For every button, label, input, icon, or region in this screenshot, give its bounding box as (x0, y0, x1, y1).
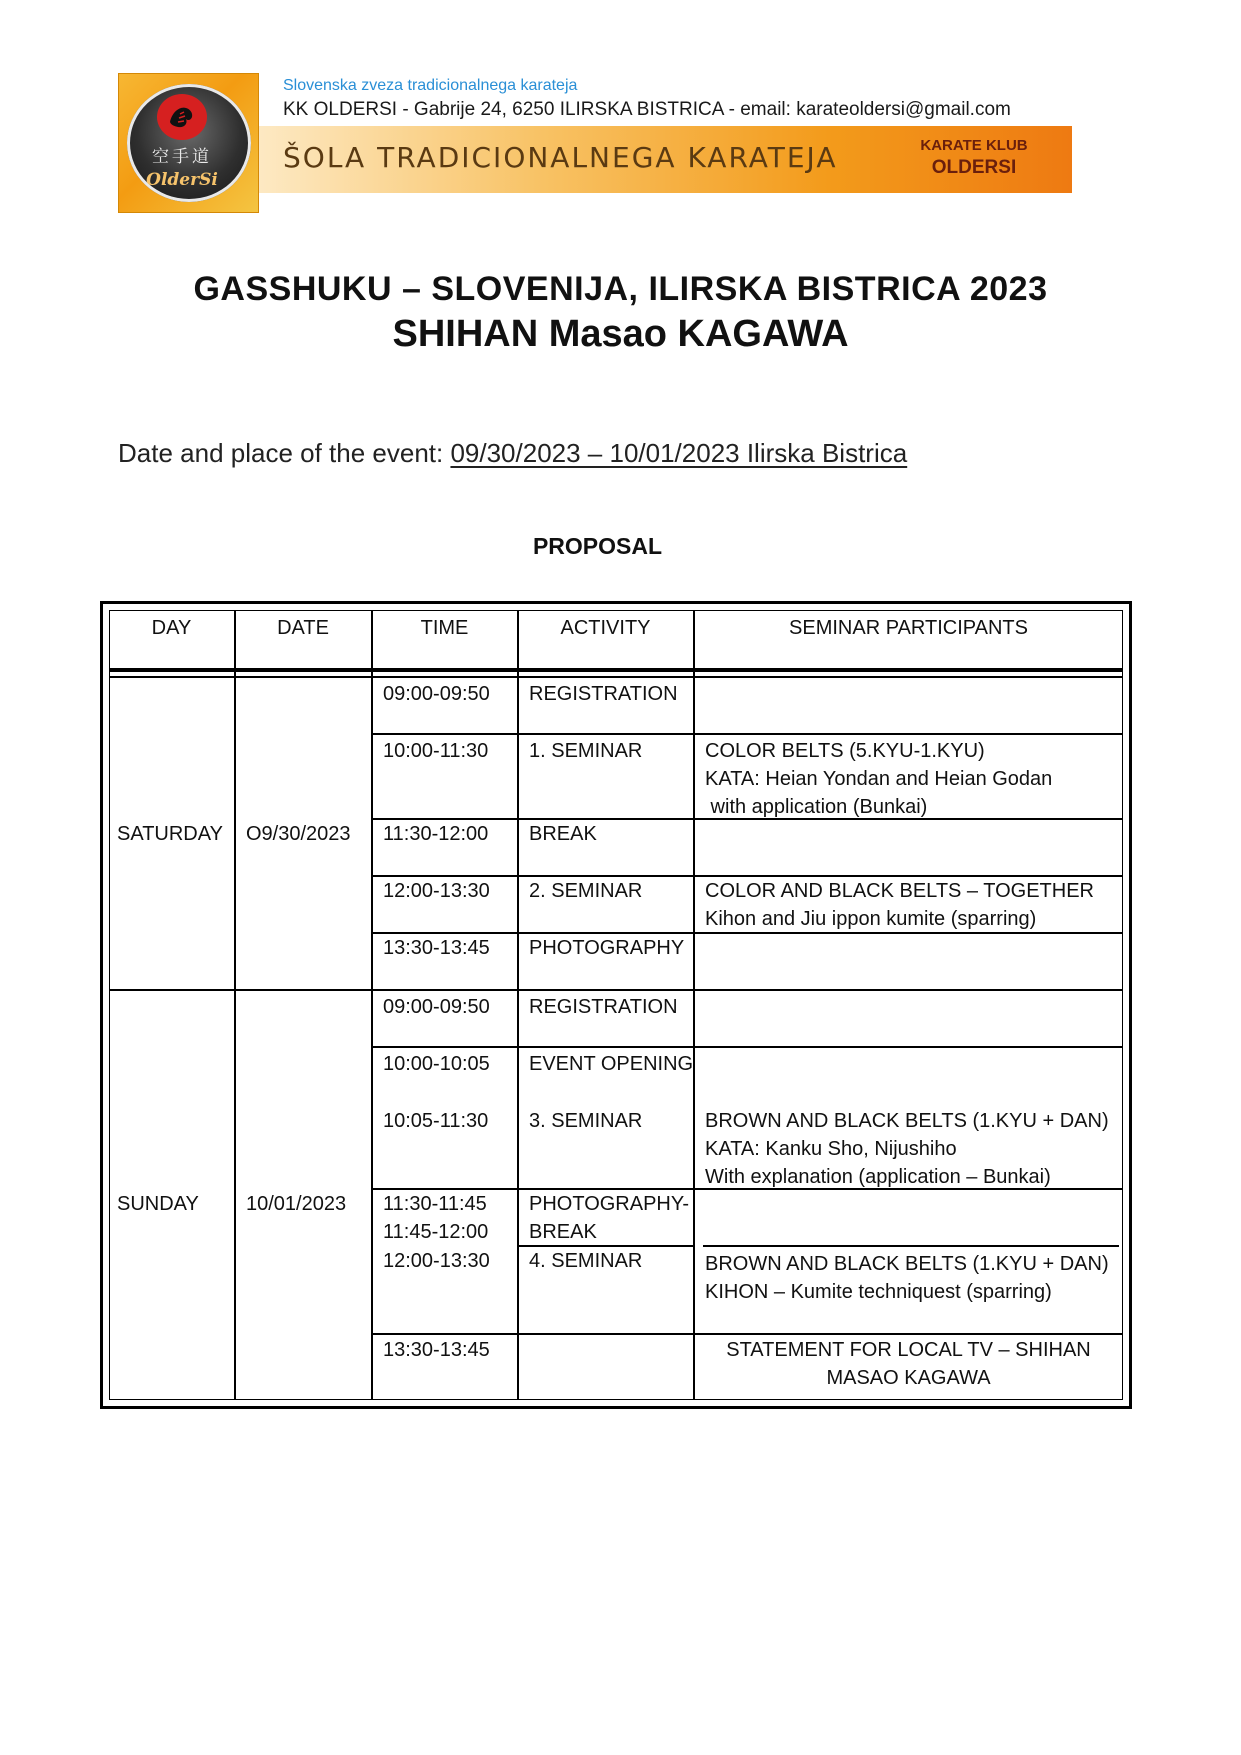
participants-cell: Kihon and Jiu ippon kumite (sparring) (705, 908, 1037, 930)
logo-name: OlderSi (146, 170, 218, 190)
table-line (109, 676, 1123, 678)
table-line (109, 668, 1123, 672)
participants-cell: KATA: Kanku Sho, Nijushiho (705, 1138, 957, 1160)
time-cell: 13:30-13:45 (383, 937, 490, 959)
participants-cell: KATA: Heian Yondan and Heian Godan (705, 768, 1053, 790)
club-address: KK OLDERSI - Gabrije 24, 6250 ILIRSKA BISTRICA - email: karateoldersi@gmail.com (283, 99, 1011, 120)
document-title: GASSHUKU – SLOVENIJA, ILIRSKA BISTRICA 2023 (193, 270, 1048, 308)
table-line (234, 610, 236, 1400)
participants-cell: BROWN AND BLACK BELTS (1.KYU + DAN) (705, 1253, 1109, 1275)
activity-cell: PHOTOGRAPHY- (529, 1193, 690, 1215)
time-cell: 10:00-11:30 (383, 740, 489, 762)
tiger-icon (166, 100, 198, 132)
date-saturday: O9/30/2023 (246, 823, 351, 845)
activity-cell: BREAK (529, 1221, 597, 1243)
activity-cell: EVENT OPENING (529, 1053, 694, 1075)
event-value: 09/30/2023 – 10/01/2023 Ilirska Bistrica (450, 438, 908, 468)
time-cell: 11:45-12:00 (383, 1221, 489, 1243)
logo-kanji: 空手道 (152, 147, 212, 167)
time-cell: 11:30-12:00 (383, 823, 489, 845)
club-logo (118, 73, 259, 213)
activity-cell: REGISTRATION (529, 996, 678, 1018)
time-cell: 13:30-13:45 (383, 1339, 490, 1361)
letterhead (118, 73, 1072, 213)
activity-cell: PHOTOGRAPHY (529, 937, 685, 959)
participants-cell: MASAO KAGAWA (826, 1367, 991, 1389)
header-date: DATE (277, 617, 329, 639)
time-cell: 12:00-13:30 (383, 880, 490, 902)
time-cell: 10:05-11:30 (383, 1110, 489, 1132)
association-name: Slovenska zveza tradicionalnega karateja (283, 77, 578, 94)
event-info (118, 438, 907, 469)
activity-cell: 4. SEMINAR (529, 1250, 643, 1272)
time-cell: 09:00-09:50 (383, 683, 490, 705)
participants-cell: With explanation (application – Bunkai) (705, 1166, 1051, 1188)
time-cell: 10:00-10:05 (383, 1053, 490, 1075)
table-line (371, 733, 1123, 735)
activity-cell: 1. SEMINAR (529, 740, 643, 762)
table-line (109, 989, 1123, 991)
time-cell: 09:00-09:50 (383, 996, 490, 1018)
day-saturday: SATURDAY (117, 823, 223, 845)
header-time: TIME (420, 617, 469, 639)
participants-cell: COLOR BELTS (5.KYU-1.KYU) (705, 740, 985, 762)
table-line (371, 1333, 1123, 1335)
table-line (371, 1046, 1123, 1048)
table-line (703, 1245, 1119, 1247)
table-line (371, 610, 373, 1400)
participants-cell: STATEMENT FOR LOCAL TV – SHIHAN (726, 1339, 1091, 1361)
activity-cell: 2. SEMINAR (529, 880, 643, 902)
document-subtitle: SHIHAN Masao KAGAWA (392, 313, 849, 355)
klub-line-1: KARATE KLUB (920, 137, 1028, 154)
letterhead-banner (259, 126, 1072, 193)
date-sunday: 10/01/2023 (246, 1193, 347, 1215)
banner-klub (914, 135, 1034, 179)
header-activity: ACTIVITY (560, 617, 651, 639)
table-line (517, 610, 519, 1400)
time-cell: 12:00-13:30 (383, 1250, 490, 1272)
participants-cell: KIHON – Kumite techniquest (sparring) (705, 1281, 1052, 1303)
klub-line-2: OLDERSI (931, 157, 1017, 178)
proposal-heading: PROPOSAL (532, 533, 663, 559)
participants-cell: COLOR AND BLACK BELTS – TOGETHER (705, 880, 1095, 902)
table-line (693, 610, 695, 1400)
activity-cell: REGISTRATION (529, 683, 678, 705)
banner-text: ŠOLA TRADICIONALNEGA KARATEJA (283, 141, 838, 174)
participants-cell: with application (Bunkai) (705, 796, 928, 818)
activity-cell: 3. SEMINAR (529, 1110, 643, 1132)
participants-cell: BROWN AND BLACK BELTS (1.KYU + DAN) (705, 1110, 1109, 1132)
event-label: Date and place of the event: (118, 438, 451, 468)
day-sunday: SUNDAY (117, 1193, 199, 1215)
header-participants: SEMINAR PARTICIPANTS (789, 617, 1028, 639)
activity-cell: BREAK (529, 823, 597, 845)
time-cell: 11:30-11:45 (383, 1193, 487, 1215)
header-day: DAY (151, 617, 192, 639)
